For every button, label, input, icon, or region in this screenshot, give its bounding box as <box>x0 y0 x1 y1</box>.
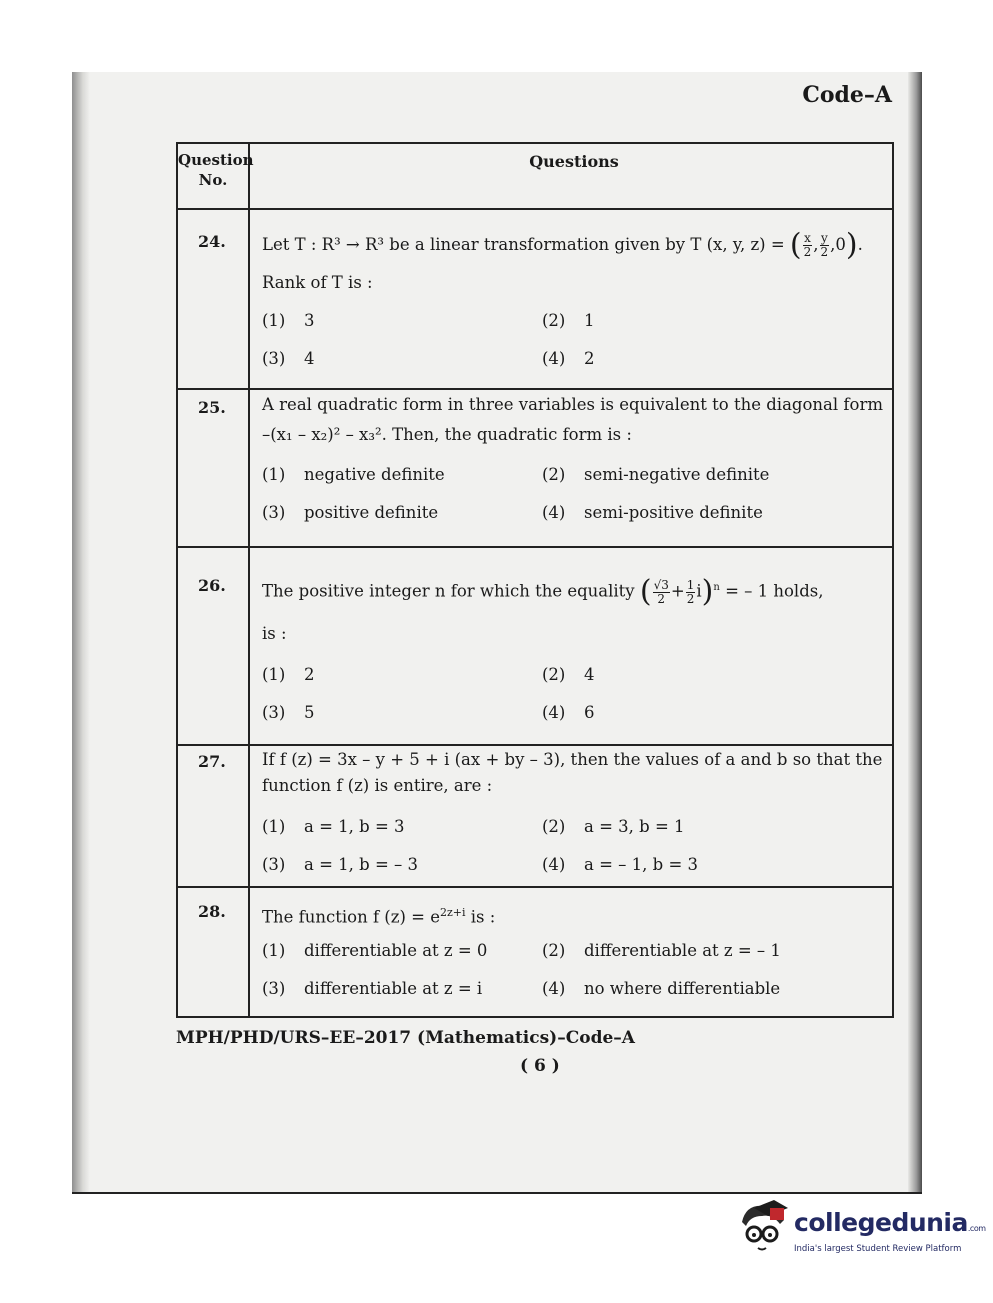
question-number: 24. <box>178 210 250 388</box>
fraction-y-over-2: $\frac{y}{2}$ <box>820 231 829 259</box>
question-row-27 <box>178 746 892 888</box>
option-2: (2) a = 3, b = 1 <box>542 817 685 836</box>
fraction-x-over-2: $\frac{x}{2}$ <box>803 231 812 259</box>
option-1: (1) 3 <box>262 311 315 330</box>
question-row-25 <box>178 390 892 548</box>
question-stem-line2: –(x₁ – x₂)² – x₃². Then, the quadratic form is : <box>262 425 632 444</box>
question-stem-line2: function f (z) is entire, are : <box>262 776 493 795</box>
scan-shadow-left <box>72 72 90 1194</box>
collegedunia-logo[interactable] <box>736 1200 986 1260</box>
question-body <box>250 210 892 388</box>
option-1: (1) differentiable at z = 0 <box>262 941 488 960</box>
question-number: 25. <box>178 390 250 546</box>
question-stem: A real quadratic form in three variables is equivalent to the diagonal form <box>262 395 883 414</box>
stem-text: The function f (z) = e <box>262 907 440 927</box>
question-stem <box>262 894 886 932</box>
stem-text-end: = – 1 holds, <box>725 581 824 601</box>
stem-text: Let T : R³ → R³ be a linear transformation given by T (x, y, z) = <box>262 235 785 254</box>
options-row <box>262 846 886 884</box>
question-stem: The positive integer n for which the equality ( $\frac{√3}{2}$ + $\frac{1}{2}$ i)$^n$ = – 1 holds, <box>262 574 824 609</box>
stem-exponent: 2z+i <box>439 906 466 919</box>
math-paren: ( <box>789 227 802 263</box>
code-label: Code–A <box>802 82 892 108</box>
scan-shadow-right <box>908 72 922 1194</box>
option-4: (4) 6 <box>542 703 595 722</box>
logo-wordmark: collegedunia.com <box>794 1208 986 1237</box>
option-1: (1) negative definite <box>262 465 445 484</box>
fraction-sqrt3-over-2: $\frac{√3}{2}$ <box>653 577 669 606</box>
options-row <box>262 456 886 494</box>
question-body <box>250 548 892 744</box>
question-stem-line2: is : <box>262 624 287 643</box>
options-row <box>262 694 886 732</box>
math-paren: ( <box>639 574 652 609</box>
option-3: (3) a = 1, b = – 3 <box>262 855 419 874</box>
question-body <box>250 390 892 546</box>
question-number: 28. <box>178 888 250 1016</box>
option-4: (4) a = – 1, b = 3 <box>542 855 699 874</box>
header-question-no: Question No. <box>178 144 250 208</box>
question-body <box>250 746 892 886</box>
option-4: (4) semi-positive definite <box>542 503 763 522</box>
math-paren: ) <box>845 227 858 263</box>
option-3: (3) differentiable at z = i <box>262 979 483 998</box>
options-row <box>262 808 886 846</box>
options-row <box>262 656 886 694</box>
question-number: 26. <box>178 548 250 744</box>
questions-table <box>176 142 894 1018</box>
header-questions: Questions <box>529 152 619 171</box>
question-stem: Let T : R³ → R³ be a linear transformation given by T (x, y, z) = ( $\frac{x}{2}$ , $\frac{y}{2}$ ,0). <box>262 227 863 263</box>
option-2: (2) differentiable at z = – 1 <box>542 941 781 960</box>
options-row <box>262 970 886 1008</box>
option-1: (1) 2 <box>262 665 315 684</box>
option-1: (1) a = 1, b = 3 <box>262 817 405 836</box>
student-mascot-icon <box>736 1200 790 1256</box>
option-4: (4) no where differentiable <box>542 979 781 998</box>
scan-bottom-edge <box>72 1192 922 1194</box>
option-4: (4) 2 <box>542 349 595 368</box>
question-body <box>250 888 892 1016</box>
scanned-page <box>72 72 922 1194</box>
option-2: (2) semi-negative definite <box>542 465 770 484</box>
question-row-26 <box>178 548 892 746</box>
option-3: (3) 5 <box>262 703 315 722</box>
stem-text: The positive integer n for which the equality <box>262 581 635 601</box>
exam-footer: MPH/PHD/URS–EE–2017 (Mathematics)–Code–A <box>176 1028 635 1048</box>
logo-tagline: India's largest Student Review Platform <box>794 1244 962 1254</box>
fraction-1-over-2: $\frac{1}{2}$ <box>686 577 695 606</box>
question-number: 27. <box>178 746 250 886</box>
question-row-24 <box>178 210 892 390</box>
stem-text-end: is : <box>470 907 496 927</box>
options-row <box>262 494 886 532</box>
options-row <box>262 932 886 970</box>
table-header-row <box>178 144 892 210</box>
question-row-28 <box>178 888 892 1016</box>
question-stem-line2: Rank of T is : <box>262 273 373 292</box>
math-paren: ) <box>701 574 714 609</box>
page-number: ( 6 ) <box>520 1056 560 1076</box>
option-2: (2) 1 <box>542 311 595 330</box>
options-row <box>262 340 886 378</box>
options-row <box>262 302 886 340</box>
question-stem: If f (z) = 3x – y + 5 + i (ax + by – 3), then the values of a and b so that the <box>262 750 883 769</box>
option-3: (3) positive definite <box>262 503 439 522</box>
option-2: (2) 4 <box>542 665 595 684</box>
option-3: (3) 4 <box>262 349 315 368</box>
